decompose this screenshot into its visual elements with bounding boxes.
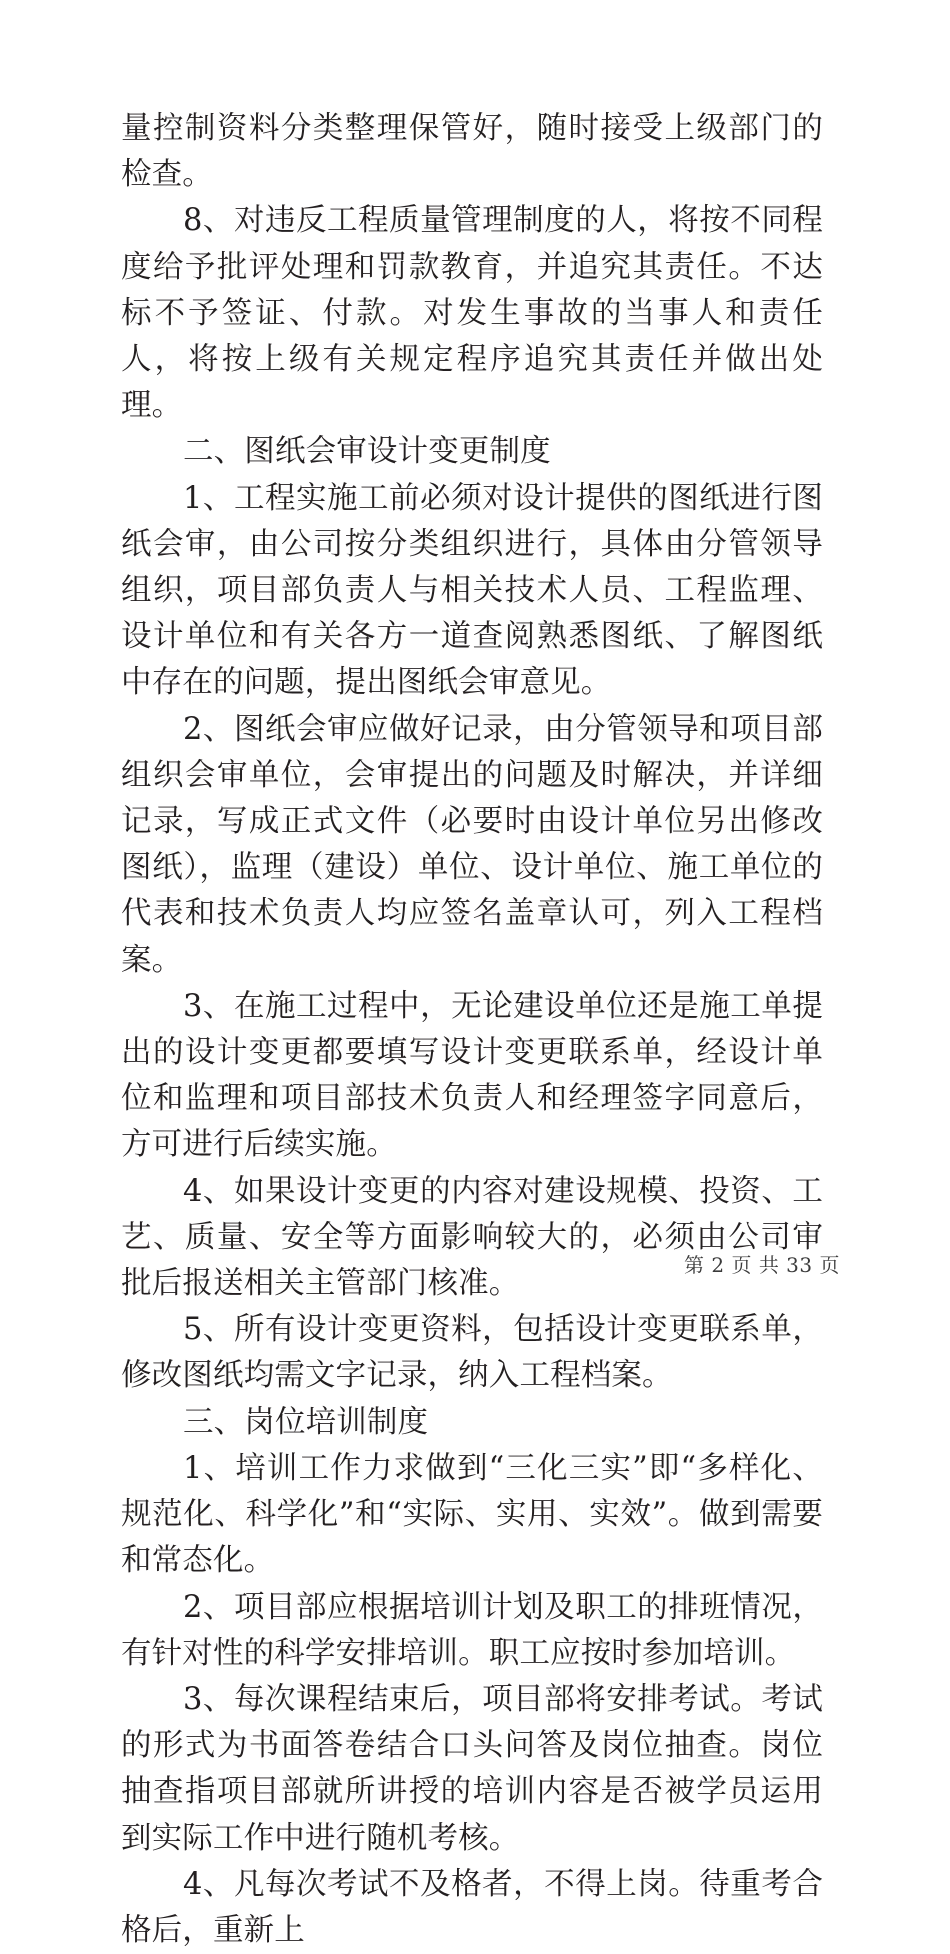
section-heading-three: 三、岗位培训制度 [183, 1404, 429, 1440]
paragraph-section3-item-4: 4、凡每次考试不及格者，不得上岗。待重考合格后，重新上 [121, 1866, 823, 1948]
paragraph-section2-item-5: 5、所有设计变更资料，包括设计变更联系单，修改图纸均需文字记录，纳入工程档案。 [121, 1312, 823, 1394]
paragraph-section2-item-4: 4、如果设计变更的内容对建设规模、投资、工艺、质量、安全等方面影响较大的，必须由公司审批后报送相关主管部门核准。 [121, 1173, 823, 1302]
document-text-body [121, 106, 823, 1954]
section-heading-two: 二、图纸会审设计变更制度 [183, 434, 551, 470]
paragraph-section3-item-2: 2、项目部应根据培训计划及职工的排班情况，有针对性的科学安排培训。职工应按时参加培训。 [121, 1589, 823, 1671]
paragraph-continued-item7: 量控制资料分类整理保管好，随时接受上级部门的检查。 [121, 111, 823, 193]
paragraph-item-8: 8、对违反工程质量管理制度的人，将按不同程度给予批评处理和罚款教育，并追究其责任。不达标不予签证、付款。对发生事故的当事人和责任人，将按上级有关规定程序追究其责任并做出处理。 [121, 203, 823, 424]
paragraph-section2-item-3: 3、在施工过程中，无论建设单位还是施工单提出的设计变更都要填写设计变更联系单，经设计单位和监理和项目部技术负责人和经理签字同意后，方可进行后续实施。 [121, 988, 823, 1163]
paragraph-section3-item-1: 1、培训工作力求做到“三化三实”即“多样化、规范化、科学化”和“实际、实用、实效”。做到需要和常态化。 [121, 1450, 823, 1579]
paragraph-section2-item-1: 1、工程实施工前必须对设计提供的图纸进行图纸会审，由公司按分类组织进行，具体由分管领导组织，项目部负责人与相关技术人员、工程监理、设计单位和有关各方一道查阅熟悉图纸、了解图纸中存在的问题，提出图纸会审意见。 [121, 480, 823, 701]
page-number-label: 第 2 页 共 33 页 [684, 1253, 840, 1277]
paragraph-section2-item-2: 2、图纸会审应做好记录，由分管领导和项目部组织会审单位，会审提出的问题及时解决，并详细记录，写成正式文件（必要时由设计单位另出修改图纸），监理（建设）单位、设计单位、施工单位的代表和技术负责人均应签名盖章认可，列入工程档案。 [121, 711, 823, 978]
paragraph-section3-item-3: 3、每次课程结束后，项目部将安排考试。考试的形式为书面答卷结合口头问答及岗位抽查。岗位抽查指项目部就所讲授的培训内容是否被学员运用到实际工作中进行随机考核。 [121, 1681, 823, 1856]
